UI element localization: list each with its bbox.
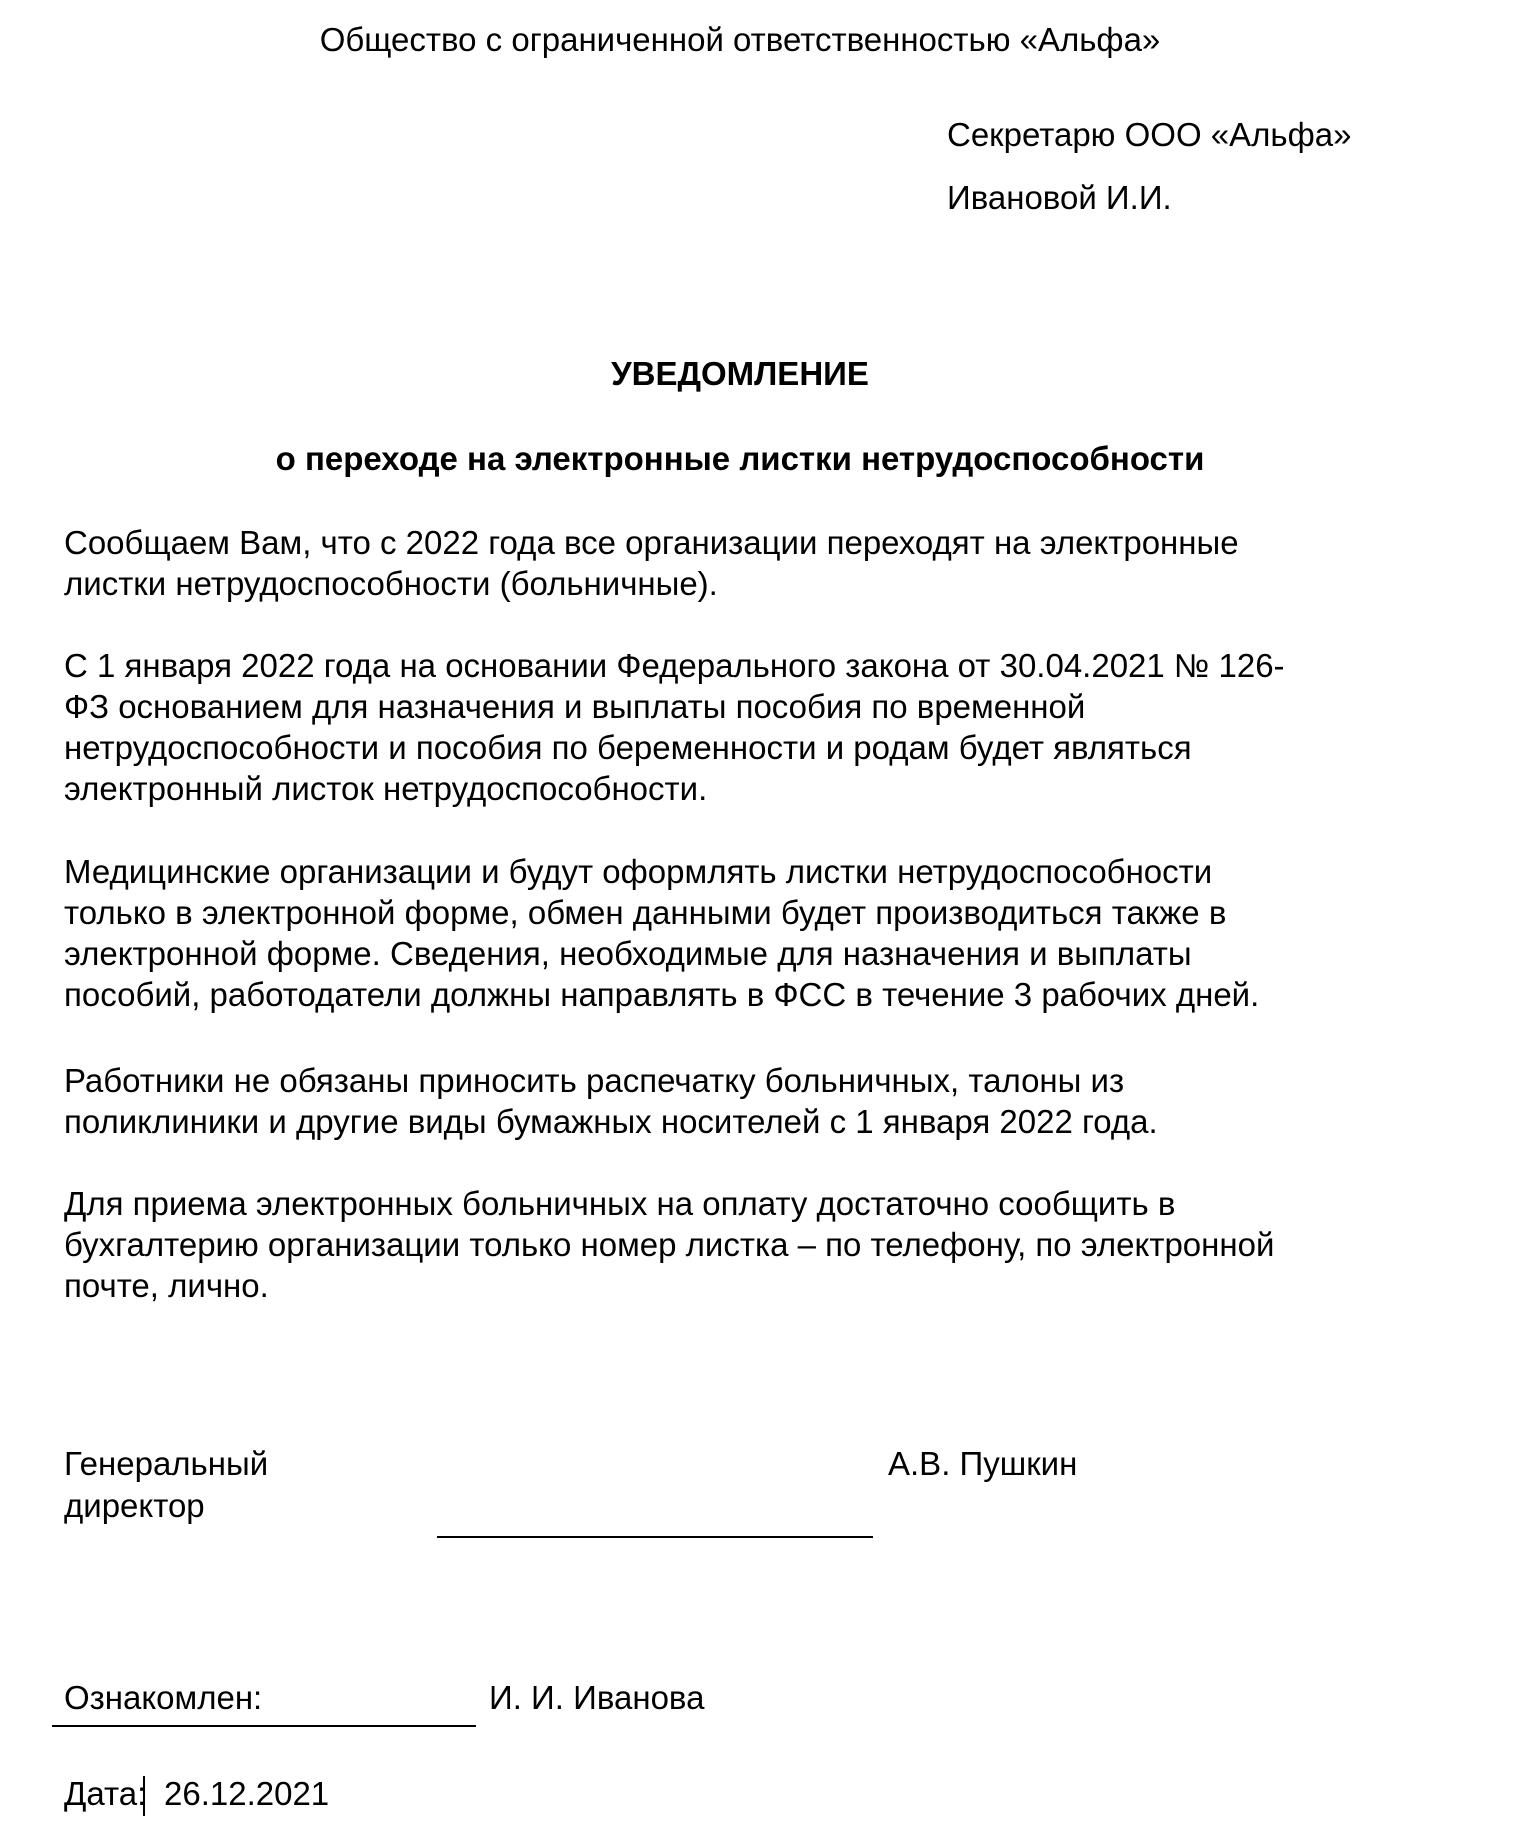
acknowledgement-signature-line — [52, 1725, 476, 1727]
body-paragraph-5 — [64, 1183, 1464, 1306]
paragraph-line: нетрудоспособности и пособия по беременности и родам будет являться — [64, 729, 1192, 766]
document-title: УВЕДОМЛЕНИЕ — [611, 355, 869, 392]
paragraph-line: С 1 января 2022 года на основании Федерального закона от 30.04.2021 № 126- — [64, 647, 1285, 684]
paragraph-line: электронный листок нетрудоспособности. — [64, 770, 708, 807]
signature-line — [437, 1536, 873, 1538]
signatory-position-line2: директор — [64, 1487, 205, 1524]
body-paragraph-3 — [64, 851, 1464, 1015]
signatory-position-line1: Генеральный — [64, 1445, 269, 1482]
paragraph-line: Работники не обязаны приносить распечатку больничных, талоны из — [64, 1062, 1125, 1099]
text-cursor — [143, 1776, 145, 1816]
addressee-name: Ивановой И.И. — [947, 179, 1172, 216]
body-paragraph-4 — [64, 1060, 1464, 1142]
paragraph-line: поликлиники и другие виды бумажных носителей с 1 января 2022 года. — [64, 1103, 1158, 1140]
body-paragraph-1 — [64, 522, 1464, 604]
paragraph-line: Медицинские организации и будут оформлять листки нетрудоспособности — [64, 853, 1213, 890]
paragraph-line: только в электронной форме, обмен данными будет производиться также в — [64, 894, 1227, 931]
acknowledged-name: И. И. Иванова — [489, 1679, 705, 1716]
date-value: 26.12.2021 — [164, 1775, 330, 1812]
addressee-position: Секретарю ООО «Альфа» — [947, 116, 1352, 153]
paragraph-line: пособий, работодатели должны направлять в ФСС в течение 3 рабочих дней. — [64, 976, 1260, 1013]
paragraph-line: бухгалтерию организации только номер листка – по телефону, по электронной — [64, 1226, 1275, 1263]
document-subtitle: о переходе на электронные листки нетрудоспособности — [275, 440, 1205, 477]
paragraph-line: Сообщаем Вам, что с 2022 года все организации переходят на электронные — [64, 524, 1239, 561]
paragraph-line: листки нетрудоспособности (больничные). — [64, 565, 718, 602]
body-paragraph-2 — [64, 645, 1464, 809]
signatory-name: А.В. Пушкин — [888, 1445, 1078, 1482]
paragraph-line: почте, лично. — [64, 1267, 269, 1304]
organization-name: Общество с ограниченной ответственностью «Альфа» — [319, 21, 1161, 58]
paragraph-line: Для приема электронных больничных на оплату достаточно сообщить в — [64, 1185, 1176, 1222]
date-label: Дата: — [64, 1775, 147, 1812]
acknowledged-label: Ознакомлен: — [64, 1679, 263, 1716]
paragraph-line: электронной форме. Сведения, необходимые для назначения и выплаты — [64, 935, 1192, 972]
paragraph-line: ФЗ основанием для назначения и выплаты пособия по временной — [64, 688, 1086, 725]
